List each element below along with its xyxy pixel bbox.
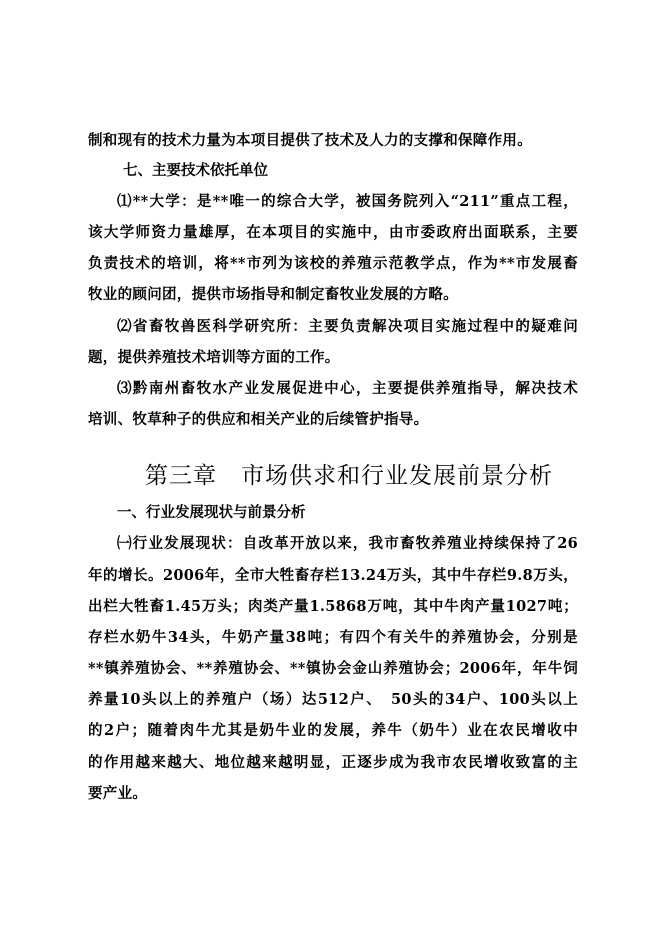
section-1-heading: 一、行业发展现状与前景分析 xyxy=(117,504,306,521)
para-1-line-4: 存栏水奶牛34头，牛奶产量38吨；有四个有关牛的养殖协会，分别是 xyxy=(88,629,578,646)
section-7-heading: 七、主要技术依托单位 xyxy=(123,162,268,179)
item-1-line-3: 负责技术的培训，将**市列为该校的养殖示范教学点，作为**市发展畜 xyxy=(88,255,578,272)
item-3-line-1: ⑶黔南州畜牧水产业发展促进中心，主要提供养殖指导，解决技术 xyxy=(117,380,578,397)
text-line-continuation: 制和现有的技术力量为本项目提供了技术及人力的支撑和保障作用。 xyxy=(88,132,532,149)
para-1-line-5: **镇养殖协会、**养殖协会、**镇协会金山养殖协会；2006年，年牛饲 xyxy=(88,660,578,677)
item-1-line-2: 该大学师资力量雄厚，在本项目的实施中，由市委政府出面联系，主要 xyxy=(88,224,578,241)
item-1-line-1: ⑴**大学：是**唯一的综合大学，被国务院列入“211”重点工程， xyxy=(117,193,578,210)
para-1-line-1: ㈠行业发展现状：自改革开放以来，我市畜牧养殖业持续保持了26 xyxy=(117,535,578,552)
para-1-line-2: 年的增长。2006年，全市大牲畜存栏13.24万头，其中牛存栏9.8万头， xyxy=(88,567,578,584)
para-1-line-9: 要产业。 xyxy=(88,785,148,802)
para-1-line-7: 的2户；随着肉牛尤其是奶牛业的发展，养牛（奶牛）业在农民增收中 xyxy=(88,722,578,739)
para-1-line-6: 养量10头以上的养殖户（场）达512户、 50头的34户、100头以上 xyxy=(88,691,578,708)
chapter-title: 第三章 市场供求和行业发展前景分析 xyxy=(145,463,553,489)
item-1-line-4: 牧业的顾问团，提供市场指导和制定畜牧业发展的方略。 xyxy=(88,286,458,303)
para-1-line-8: 的作用越来越大、地位越来越明显，正逐步成为我市农民增收致富的主 xyxy=(88,754,578,771)
item-2-line-1: ⑵省畜牧兽医科学研究所：主要负责解决项目实施过程中的疑难问 xyxy=(117,318,578,335)
para-1-line-3: 出栏大牲畜1.45万头；肉类产量1.5868万吨，其中牛肉产量1027吨； xyxy=(88,598,578,615)
item-3-line-2: 培训、牧草种子的供应和相关产业的后续管护指导。 xyxy=(88,411,429,428)
item-2-line-2: 题，提供养殖技术培训等方面的工作。 xyxy=(88,349,340,366)
